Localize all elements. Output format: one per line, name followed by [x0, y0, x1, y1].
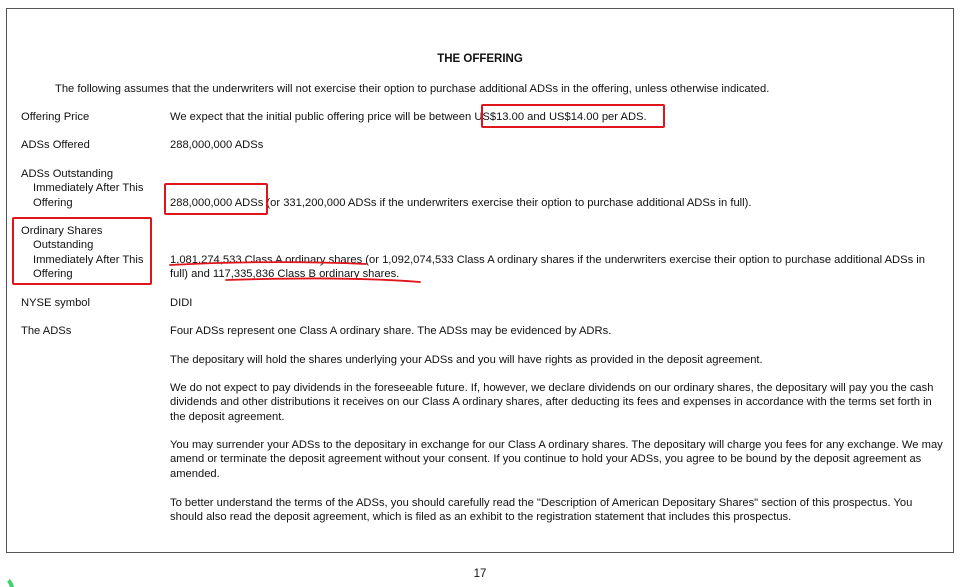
value-adss-offered: 288,000,000 ADSs: [170, 139, 264, 151]
label-nyse-symbol: NYSE symbol: [21, 297, 91, 309]
label-ordinary-shares-line3: Immediately After This: [33, 253, 144, 266]
adss-paragraph-3: We do not expect to pay dividends in the foreseeable future. If, however, we declare dividends on our ordinary shares, the depositary will pay you the cash dividends and other distributions it receives on our Class A ordinary shares, after deducting its fees and expenses in accordance with the terms set forth in the deposit agreement.: [170, 382, 934, 423]
value-ordinary-shares: [170, 253, 943, 282]
label-ordinary-shares-line4: Offering: [33, 267, 73, 280]
label-adss-offered: ADSs Offered: [21, 139, 90, 151]
ordinary-shares-end: .: [396, 268, 400, 281]
adss-paragraph-1: Four ADSs represent one Class A ordinary share. The ADSs may be evidenced by ADRs.: [170, 325, 612, 337]
value-nyse-symbol: DIDI: [170, 297, 193, 309]
label-adss-outstanding: [21, 167, 143, 210]
label-adss-outstanding-line1: ADSs Outstanding: [21, 168, 114, 180]
adss-outstanding-text: (or 331,200,000 ADSs if the underwriters exercise their option to purchase additional ADSs in full).: [263, 197, 752, 209]
label-adss-outstanding-line3: Offering: [33, 196, 73, 209]
label-ordinary-shares-line1: Ordinary Shares: [21, 225, 103, 237]
adss-outstanding-highlight: 288,000,000 ADSs: [170, 197, 264, 209]
label-ordinary-shares-line2: Outstanding: [33, 239, 94, 252]
intro-paragraph: The following assumes that the underwriters will not exercise their option to purchase additional ADSs in the offering, unless otherwise indicated.: [55, 83, 770, 95]
value-offering-price: [170, 110, 943, 124]
offering-price-highlight: US$13.00 and US$14.00 per ADS: [474, 111, 644, 123]
label-adss-outstanding-line2: Immediately After This: [33, 182, 144, 195]
label-the-adss: The ADSs: [21, 325, 72, 337]
value-adss-outstanding: [170, 196, 943, 210]
page-number: 17: [473, 568, 487, 580]
adss-paragraph-2: The depositary will hold the shares underlying your ADSs and you will have rights as provided in the deposit agreement.: [170, 354, 763, 366]
label-offering-price: Offering Price: [21, 111, 90, 123]
class-b-shares: 117,335,836 Class B ordinary shares: [212, 268, 397, 281]
offering-price-text: We expect that the initial public offering price will be between: [170, 111, 475, 123]
class-a-shares: 1,081,274,533 Class A ordinary shares: [170, 254, 363, 266]
offering-price-end: .: [643, 111, 647, 123]
section-title: THE OFFERING: [437, 53, 523, 65]
label-ordinary-shares: [21, 224, 143, 281]
adss-paragraph-5: To better understand the terms of the ADSs, you should carefully read the "Description of American Depositary Shares" section of this prospectus. You should also read the deposit agreement, which is filed as an exhibit to the registration statement that includes this prospectus.: [170, 497, 913, 524]
ordinary-shares-text: (or 1,092,074,533 Class A ordinary shares if the underwriters exercise their option to purchase additional ADSs in full) and: [170, 254, 925, 281]
adss-paragraph-4: You may surrender your ADSs to the depositary in exchange for our Class A ordinary shares. The depositary will charge you fees for any exchange. We may amend or terminate the deposit agreement without your consent. If you continue to hold your ADSs, you agree to be bound by the deposit agreement as amended.: [170, 439, 943, 480]
